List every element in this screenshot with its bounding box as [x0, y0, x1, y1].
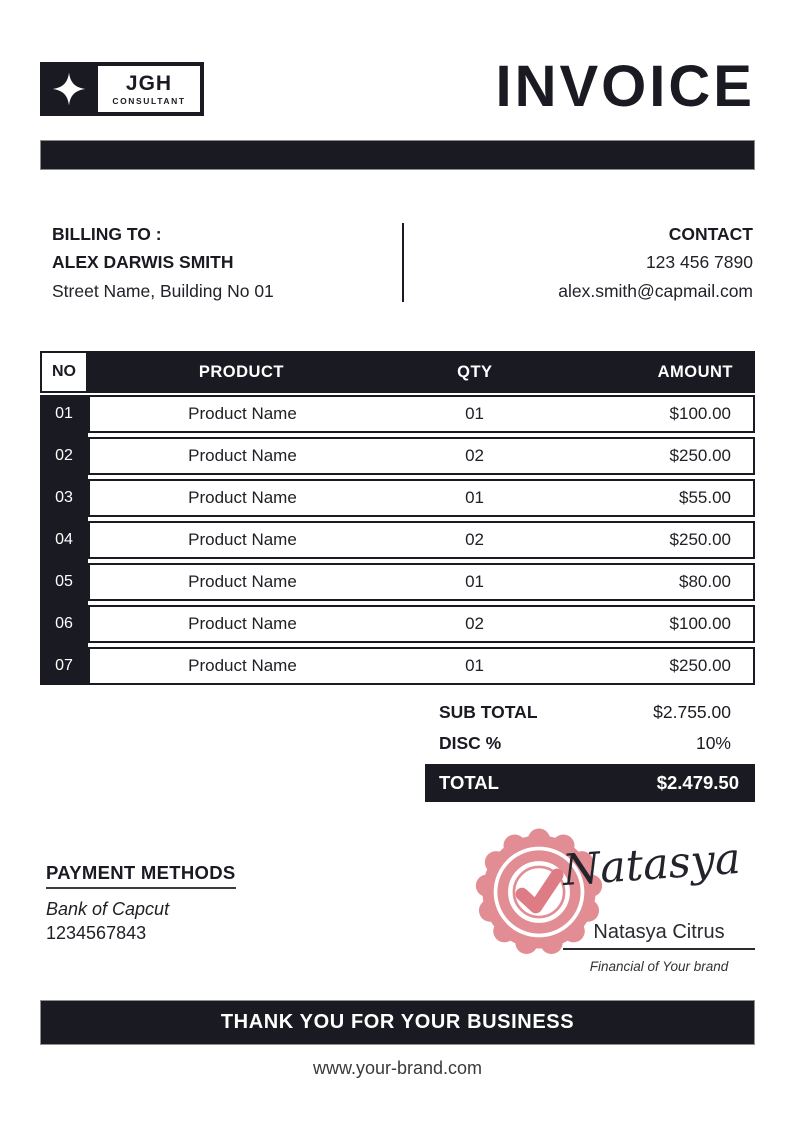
cell-amount: $80.00	[679, 572, 731, 592]
header-amount: AMOUNT	[657, 362, 733, 381]
header-no: NO	[40, 351, 88, 393]
row-content	[88, 479, 755, 517]
header-product: PRODUCT	[198, 362, 284, 381]
signature-block	[467, 828, 755, 976]
cell-qty: 02	[465, 446, 484, 466]
table-body	[40, 395, 755, 685]
billing-label: BILLING TO :	[52, 224, 162, 244]
total-label: TOTAL	[439, 772, 499, 794]
subtotal-label: SUB TOTAL	[439, 702, 538, 723]
footer	[40, 1000, 755, 1079]
cell-amount: $250.00	[669, 530, 731, 550]
header-qty: QTY	[457, 362, 493, 381]
cell-product: Product Name	[188, 404, 297, 424]
header-rest	[88, 351, 755, 393]
thank-you-banner: THANK YOU FOR YOUR BUSINESS	[40, 1000, 755, 1045]
cell-no: 03	[55, 489, 73, 507]
signatory-role: Financial of Your brand	[589, 959, 729, 975]
row-content	[88, 647, 755, 685]
cell-product: Product Name	[188, 488, 297, 508]
cell-product: Product Name	[188, 446, 297, 466]
logo-initials: JGH	[125, 71, 173, 95]
invoice-title: INVOICE	[495, 54, 755, 119]
cell-amount: $100.00	[669, 614, 731, 634]
header-divider-bar	[40, 140, 755, 170]
cell-amount: $100.00	[669, 404, 731, 424]
total-value: $2.479.50	[656, 772, 739, 794]
table-row	[40, 479, 755, 517]
cell-qty: 02	[465, 530, 484, 550]
cell-no: 06	[55, 615, 73, 633]
cell-no: 05	[55, 573, 73, 591]
logo-subtitle: CONSULTANT	[112, 95, 186, 106]
row-content	[88, 605, 755, 643]
row-content	[88, 521, 755, 559]
table-row	[40, 521, 755, 559]
cell-no: 04	[55, 531, 73, 549]
cell-qty: 02	[465, 614, 484, 634]
table-row	[40, 563, 755, 601]
cell-product: Product Name	[188, 614, 297, 634]
payment-account: 1234567843	[46, 923, 147, 944]
contact-block	[404, 220, 756, 305]
total-row	[425, 764, 755, 802]
billing-address: Street Name, Building No 01	[52, 280, 274, 301]
cell-qty: 01	[465, 572, 484, 592]
payment-heading: PAYMENT METHODS	[46, 862, 236, 889]
cell-amount: $250.00	[669, 446, 731, 466]
cell-product: Product Name	[188, 572, 297, 592]
billing-name: ALEX DARWIS SMITH	[52, 252, 234, 273]
discount-label: DISC %	[439, 733, 502, 754]
footer-website: www.your-brand.com	[312, 1058, 483, 1079]
subtotal-value: $2.755.00	[653, 702, 731, 723]
row-content	[88, 563, 755, 601]
cell-product: Product Name	[188, 530, 297, 550]
contact-label: CONTACT	[668, 224, 753, 244]
cell-amount: $250.00	[669, 656, 731, 676]
payment-signature-section	[40, 828, 755, 976]
table-header-row	[40, 351, 755, 393]
cell-qty: 01	[465, 656, 484, 676]
table-row	[40, 647, 755, 685]
items-table	[40, 351, 755, 685]
cell-product: Product Name	[188, 656, 297, 676]
row-content	[88, 395, 755, 433]
signature-script: Natasya	[560, 833, 743, 897]
signatory-name: Natasya Citrus	[563, 921, 755, 950]
payment-bank: Bank of Capcut	[46, 899, 170, 920]
row-content	[88, 437, 755, 475]
table-row	[40, 395, 755, 433]
discount-row	[425, 728, 755, 759]
table-row	[40, 437, 755, 475]
payment-methods-block	[40, 862, 236, 976]
sparkle-icon	[40, 62, 98, 116]
totals-section	[425, 697, 755, 802]
discount-value: 10%	[695, 733, 731, 754]
contact-phone: 123 456 7890	[645, 252, 753, 273]
subtotal-row	[425, 697, 755, 728]
cell-no: 01	[55, 405, 73, 423]
cell-amount: $55.00	[679, 488, 731, 508]
billing-block	[40, 220, 402, 305]
cell-qty: 01	[465, 488, 484, 508]
header	[40, 54, 755, 119]
cell-qty: 01	[465, 404, 484, 424]
logo-text-box	[98, 66, 200, 112]
cell-no: 07	[55, 657, 73, 675]
billing-contact-section	[40, 220, 755, 305]
contact-email: alex.smith@capmail.com	[558, 280, 753, 301]
table-row	[40, 605, 755, 643]
brand-logo	[40, 62, 204, 116]
cell-no: 02	[55, 447, 73, 465]
